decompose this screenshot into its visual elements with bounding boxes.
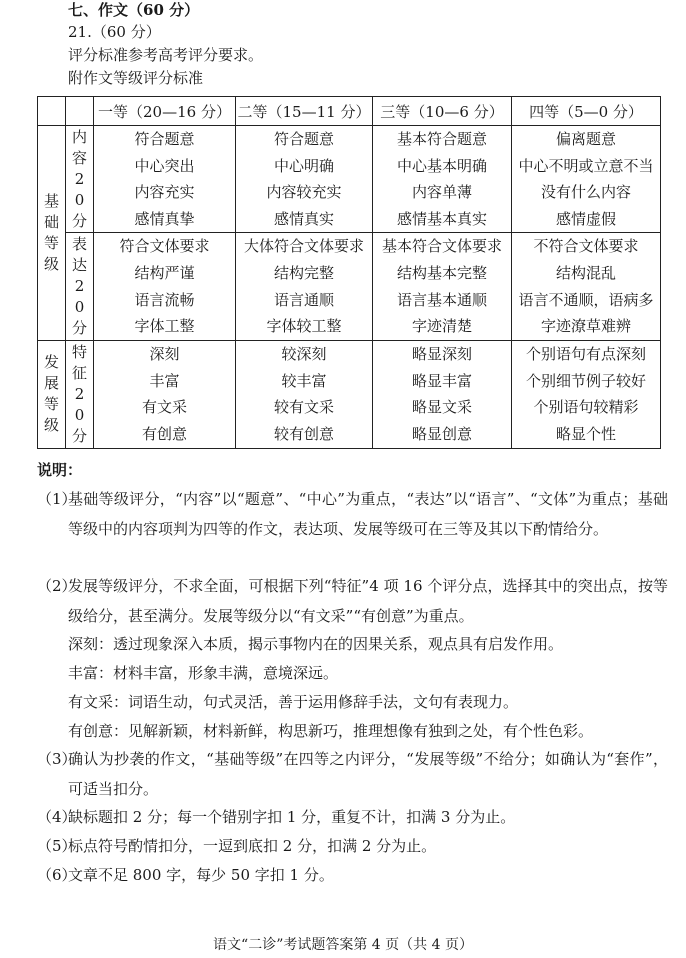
note-5 — [37, 832, 667, 862]
header-cell: 四等（5—0 分） — [512, 97, 661, 126]
note-3 — [37, 745, 667, 805]
note-4 — [37, 803, 667, 833]
note-text: 标点符号酌情扣分，一逗到底扣 2 分，扣满 2 分为止。 — [68, 837, 437, 855]
sub-expression: 表达20分 — [66, 233, 94, 340]
grade-cell: 偏离题意 中心不明或立意不当 没有什么内容 感情虚假 — [512, 126, 661, 233]
expression-row — [38, 233, 661, 340]
note-text: 发展等级评分，不求全面，可根据下列“特征”4 项 16 个评分点，选择其中的突出点，按等级给分，甚至满分。发展等级分以“有文采”“有创意”为重点。 — [68, 577, 668, 625]
grade-cell: 大体符合文体要求 结构完整 语言通顺 字体较工整 — [236, 233, 373, 340]
intro-line: 评分标准参考高考评分要求。 — [68, 46, 264, 64]
section-title: 七、作文（60 分） — [68, 1, 200, 19]
grade-cell: 基本符合题意 中心基本明确 内容单薄 感情基本真实 — [373, 126, 512, 233]
note-number: （2） — [37, 577, 77, 595]
page-footer: 语文“二诊”考试题答案第 4 页（共 4 页） — [213, 937, 473, 953]
header-cell: 一等（20—16 分） — [94, 97, 236, 126]
content-row — [38, 126, 661, 233]
header-cell: 二等（15—11 分） — [236, 97, 373, 126]
note-number: （6） — [37, 866, 77, 884]
grade-cell: 符合文体要求 结构严谨 语言流畅 字体工整 — [94, 233, 236, 340]
note-text: 文章不足 800 字，每少 50 字扣 1 分。 — [68, 866, 334, 884]
grade-cell: 不符合文体要求 结构混乱 语言不通顺，语病多 字迹潦草难辨 — [512, 233, 661, 340]
definition-rich: 丰富：材料丰富，形象丰满，意境深远。 — [68, 664, 339, 682]
grade-cell: 符合题意 中心明确 内容较充实 感情真实 — [236, 126, 373, 233]
header-cell: 三等（10—6 分） — [373, 97, 512, 126]
grade-cell: 较深刻 较丰富 较有文采 较有创意 — [236, 340, 373, 448]
note-6 — [37, 861, 667, 891]
table-header-row — [38, 97, 661, 126]
note-number: （1） — [37, 490, 77, 508]
note-text: 基础等级评分，“内容”以“题意”、“中心”为重点，“表达”以“语言”、“文体”为重点；基础等级中的内容项判为四等的作文，表达项、发展等级可在三等及其以下酌情给分。 — [68, 490, 668, 538]
note-1 — [37, 485, 667, 575]
group-basic: 基础等级 — [38, 126, 66, 341]
sub-feature: 特征20分 — [66, 340, 94, 448]
note-number: （5） — [37, 837, 77, 855]
group-develop: 发展等级 — [38, 340, 66, 448]
question-number: 21.（60 分） — [68, 23, 161, 41]
grading-table — [37, 96, 661, 449]
notes-title: 说明： — [37, 461, 83, 479]
sub-content: 内容20分 — [66, 126, 94, 233]
note-text: 缺标题扣 2 分；每一个错别字扣 1 分，重复不计，扣满 3 分为止。 — [68, 808, 516, 826]
table-caption: 附作文等级评分标准 — [68, 69, 204, 87]
definition-creative: 有创意：见解新颖，材料新鲜，构思新巧，推理想像有独到之处，有个性色彩。 — [68, 722, 594, 740]
definition-literary: 有文采：词语生动，句式灵活，善于运用修辞手法，文句有表现力。 — [68, 693, 519, 711]
grade-cell: 符合题意 中心突出 内容充实 感情真挚 — [94, 126, 236, 233]
feature-row — [38, 340, 661, 448]
note-number: （3） — [37, 750, 77, 768]
grade-cell: 深刻 丰富 有文采 有创意 — [94, 340, 236, 448]
grade-cell: 个别语句有点深刻 个别细节例子较好 个别语句较精彩 略显个性 — [512, 340, 661, 448]
grade-cell: 略显深刻 略显丰富 略显文采 略显创意 — [373, 340, 512, 448]
note-text: 确认为抄袭的作文，“基础等级”在四等之内评分，“发展等级”不给分；如确认为“套作”，可适当扣分。 — [68, 750, 668, 798]
note-number: （4） — [37, 808, 77, 826]
grade-cell: 基本符合文体要求 结构基本完整 语言基本通顺 字迹清楚 — [373, 233, 512, 340]
note-2 — [37, 572, 667, 632]
definition-deep: 深刻：透过现象深入本质，揭示事物内在的因果关系，观点具有启发作用。 — [68, 635, 564, 653]
